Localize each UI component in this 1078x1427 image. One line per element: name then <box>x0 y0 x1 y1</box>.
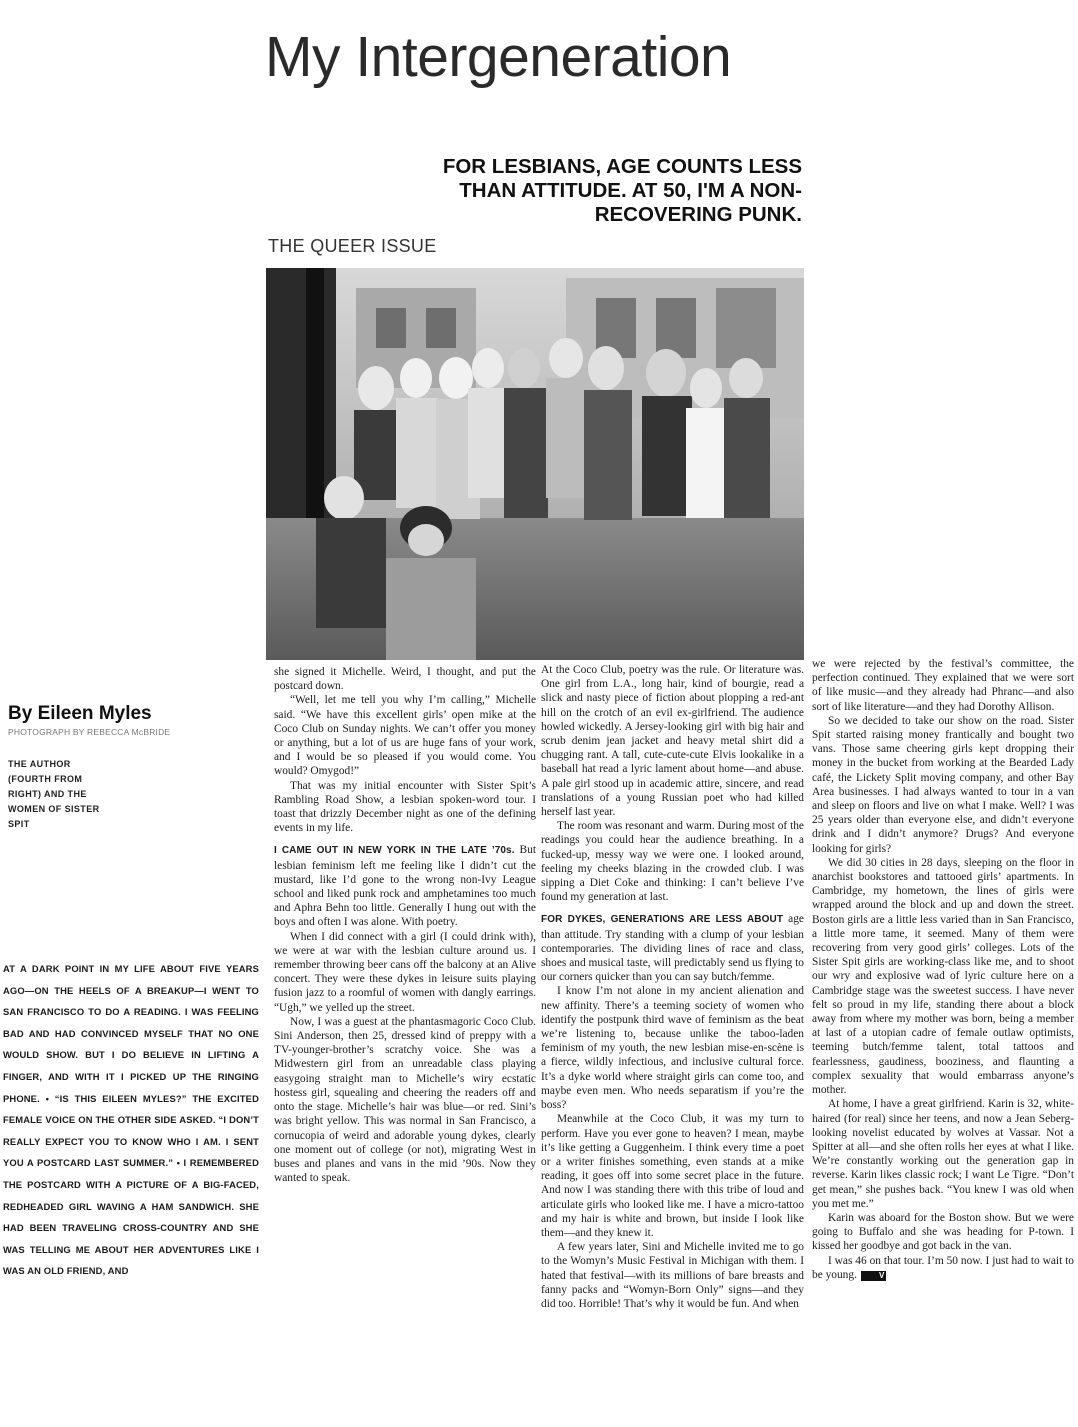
paragraph: I know I’m not alone in my ancient alienation and new affinity. There’s a teeming society of women who identify the postpunk third wave of feminism as the beat we’re listening to, because unlike the taboo-laden feminism of my youth, the new lesbian mise-en-scène is a fierce, wildly infectious, and inclusive cultural force. It’s a dyke world where straight girls can come too, and maybe even men. Who needs separatism if you’re the boss? <box>541 985 804 1112</box>
paragraph: We did 30 cities in 28 days, sleeping on the floor in anarchist bookstores and tattooed girls’ apartments. In Cambridge, my hometown, the lines of girls were wrapped around the block and up and down the street. Boston girls are a little less varied than in San Francisco, a little more tame, it seemed. Many of them were recovering from very good girls’ colleges. Lots of the Sister Spit girls are working-class like me, and to shoot our wry and explosive wad of lyric culture here on a Cambridge stage was the sweetest success. I have never felt so proud in my life, standing there about a block away from where my mother was born, being a member at last of a utopian cadre of female outlaw optimists, teeming butch/femme talent, total tattoos and fearlessness, gaudiness, booziness, and flaunting a complex sexuality that would embarrass anyone’s mother. <box>812 856 1074 1097</box>
body-column-2 <box>541 663 804 1311</box>
paragraph-text: age than attitude. Try standing with a clump of your lesbian contemporaries. The dividing lines of race and class, shoes and musical taste, will predictably send us flying to our corners quicker than you can say butch/femme. <box>541 913 804 984</box>
article-dek: FOR LESBIANS, AGE COUNTS LESS THAN ATTITUDE. AT 50, I'M A NON-RECOVERING PUNK. <box>442 155 802 226</box>
intro-text: AT A DARK POINT IN MY LIFE ABOUT FIVE YEARS AGO—ON THE HEELS OF A BREAKUP—I WENT TO SAN FRANCISCO TO DO A READING. I WAS FEELING BAD AND HAD CONVINCED MYSELF THAT NO ONE WOULD SHOW. BUT I DO BELIEVE IN LIFTING A FINGER, AND WITH IT I PICKED UP THE RINGING PHONE. • “IS THIS EILEEN MYLES?” THE EXCITED FEMALE VOICE ON THE OTHER SIDE ASKED. “I DON’T REALLY EXPECT YOU TO KNOW WHO I AM. I SENT YOU A POSTCARD LAST SUMMER.” • I REMEMBERED THE POSTCARD WITH A PICTURE OF A BIG-FACED, REDHEADED GIRL WAVING A HAM SANDWICH. SHE HAD BEEN TRAVELING CROSS-COUNTRY AND SHE WAS TELLING ME ABOUT HER ADVENTURES LIKE I WAS AN OLD FRIEND, AND <box>3 963 259 1277</box>
paragraph: The room was resonant and warm. During most of the readings you could hear the audience breathing. In a fucked-up, messy way we were one. I looked around, feeling my cheeks blazing in the crowded club. I was sipping a Diet Coke and thinking: I can’t believe I’ve found my generation at last. <box>541 820 804 904</box>
subhead-paragraph <box>274 843 536 929</box>
photo-credit: PHOTOGRAPH BY REBECCA McBRIDE <box>8 727 171 737</box>
subhead-lead: FOR DYKES, GENERATIONS ARE LESS ABOUT <box>541 914 784 926</box>
paragraph: At home, I have a great girlfriend. Karin is 32, white-haired (for real) since her teens, and now a Jean Seberg-looking novelist educated by wolves at Vassar. Not a Spitter at all—and she often rolls her eyes at what I like. We’re constantly working out the generation gap in reverse. Karin likes classic rock; I want Le Tigre. “Don’t get mean,” she pushes back. “You knew I was old when you met me.” <box>812 1098 1074 1210</box>
article-title: My Intergeneration <box>265 25 732 89</box>
paragraph: That was my initial encounter with Sister Spit’s Rambling Road Show, a lesbian spoken-word tour. I toast that drizzly December night as one of the defining events in my life. <box>274 779 536 835</box>
paragraph: At the Coco Club, poetry was the rule. Or literature was. One girl from L.A., long hair, kind of bourgie, read a slick and nasty piece of fiction about plopping a red-ant hill on the crotch of an evil ex-girlfriend. The audience howled wickedly. A Jersey-looking girl with big hair and scrub denim jean jacket and heavy metal shirt did a chugging rant. A tall, cute-cute-cute Elvis lookalike in a baseball hat read a lyric lament about home—and abuse. A pale girl stood up in academic attire, sincere, and read translations of a young Russian poet who had killed herself last year. <box>541 664 804 819</box>
section-label: THE QUEER ISSUE <box>268 236 437 256</box>
subhead-lead: I CAME OUT IN NEW YORK IN THE LATE ’70s. <box>274 845 515 857</box>
paragraph: So we decided to take our show on the road. Sister Spit started raising money frantically and bought two vans. Those same cheering girls kept dropping their money in the bucket from working at the Bearded Lady café, the Lickety Split moving company, and other Bay Area businesses. I had always wanted to tour in a van and sleep on floors and live on what I make. Well? I was 25 years older than everyone else, and didn’t everyone drink and I didn’t anymore? Drugs? And everyone looking for girls? <box>812 714 1074 855</box>
paragraph: we were rejected by the festival’s committee, the perfection continued. They explained that we were sort of like music—and they already had Phranc—and also sort of like literature—and they had Dorothy Allison. <box>812 658 1074 713</box>
subhead-paragraph <box>541 912 804 984</box>
paragraph <box>812 1254 1074 1282</box>
paragraph: she signed it Michelle. Weird, I thought, and put the postcard down. <box>274 666 536 693</box>
paragraph: Meanwhile at the Coco Club, it was my turn to perform. Have you ever gone to heaven? I mean, maybe it’s like getting a Guggenheim. I think every time a poet or a writer finishes something, even stands at a mike reading, it goes off into some secret place in the future. And now I was standing there with this tribe of loud and articulate girls who looked like me. I have a micro-tattoo and my hair is white and brown, but inside I look like them—and they knew it. <box>541 1113 804 1239</box>
paragraph: Now, I was a guest at the phantasmagoric Coco Club. Sini Anderson, then 25, dressed kind of preppy with a TV-younger-brother’s scratchy voice. She was a Midwestern girl from an unreadable class playing easygoing straight man to Michelle’s wiry ecstatic hostess girl, squealing and cheering the readers off and onto the stage. Michelle’s hair was blue—or red. Sini’s was bright yellow. This was normal in San Francisco, a cornucopia of weird and adorable young dykes, clearly one moment out of college (or not), migrating West in buses and planes and vans in the mid ’90s. Now they wanted to speak. <box>274 1015 536 1185</box>
end-mark-icon: V <box>861 1271 886 1281</box>
paragraph: When I did connect with a girl (I could drink with), we were at war with the lesbian culture around us. I remember throwing beer cans off the balcony at an Alive concert. They were these dykes in leisure suits playing fusion jazz to a roomful of women with dangly earrings. “Ugh,” we yelled up the street. <box>274 930 536 1014</box>
paragraph-text: But lesbian feminism left me feeling like I didn’t cut the mustard, like I’d gone to the wrong non-Ivy League school and liked punk rock and amphetamines too much and Aphra Behn too little. Generally I hung out with the boys and often I was alone. With poetry. <box>274 844 536 929</box>
paragraph: Karin was aboard for the Boston show. But we were going to Buffalo and she was heading for P-town. I kissed her goodbye and got back in the van. <box>812 1211 1074 1253</box>
body-column-3 <box>812 657 1074 1282</box>
paragraph: A few years later, Sini and Michelle invited me to go to the Womyn’s Music Festival in Michigan with them. I hated that festival—with its millions of bare breasts and fanny packs and “Womyn-Born Only” signs—and they did too. Horrible! That’s why it would be fun. And when <box>541 1241 804 1310</box>
group-photo <box>266 268 804 660</box>
paragraph: “Well, let me tell you why I’m calling,” Michelle said. “We have this excellent girls’ open mike at the Coco Club on Sunday nights. We can’t offer you money or anything, but a lot of us are huge fans of your work, and I would be so pleased if you would come. You would? Omygod!” <box>274 694 536 778</box>
byline: By Eileen Myles <box>8 703 152 724</box>
body-column-1 <box>274 665 536 1185</box>
paragraph-text: I was 46 on that tour. I’m 50 now. I just had to wait to be young. <box>812 1254 1074 1281</box>
photo-caption: THE AUTHOR (FOURTH FROM RIGHT) AND THE WOMEN OF SISTER SPIT <box>8 759 100 829</box>
group-photo-image <box>266 268 804 660</box>
